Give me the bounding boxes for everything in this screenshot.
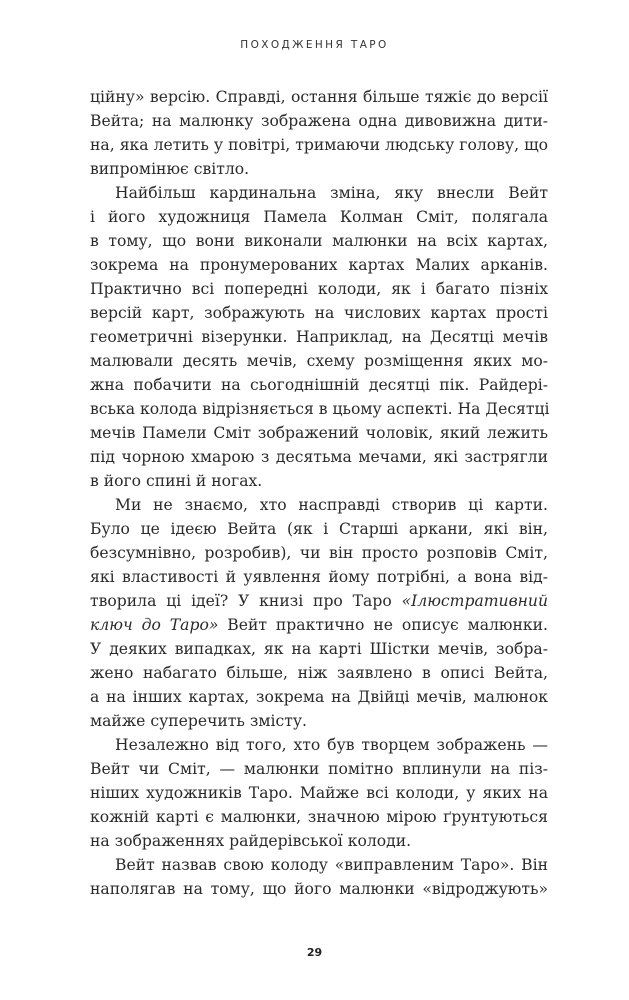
line-text: на зображеннях райдерівської колоди. [90, 832, 412, 850]
line-text: геометричні візерунки. Наприклад, на Десятці мечів [90, 328, 548, 346]
text-line [90, 301, 548, 325]
running-header: ПОХОДЖЕННЯ ТАРО [240, 39, 389, 51]
text-line [90, 829, 548, 853]
text-line [90, 637, 548, 661]
line-text: Було це ідеєю Вейта (як і Старші аркани, які він, [90, 520, 548, 538]
line-text: в тому, що вони виконали малюнки на всіх картах, [90, 232, 548, 250]
text-line [90, 805, 548, 829]
line-text: цiйну» версію. Справді, остання більше тяжіє до версії [90, 88, 548, 106]
line-text: Ми не знаємо, хто насправді створив ці карти. [115, 496, 548, 514]
line-text: Вейт чи Сміт, — малюнки помітно вплинули на піз- [90, 760, 548, 778]
line-text: вська колода відрізняється в цьому аспекті. На Десятці [90, 400, 550, 418]
line-text: У деяких випадках, як на карті Шістки мечів, зобра- [90, 640, 548, 658]
line-text: безсумнівно, розробив), чи він просто розповів Сміт, [90, 544, 548, 562]
text-line [90, 181, 548, 205]
text-line [90, 349, 548, 373]
line-text: Незалежно від того, хто був творцем зображень — [115, 736, 548, 754]
text-line [90, 565, 548, 589]
line-text: жено набагато більше, ніж заявлено в описі Вейта, [90, 664, 548, 682]
line-text: Практично всі попередні колоди, як і багато пізніх [90, 280, 548, 298]
text-line [90, 733, 548, 757]
text-line [90, 877, 548, 901]
text-line [90, 757, 548, 781]
text-line [90, 397, 548, 421]
text-line [90, 157, 548, 181]
line-text: а на інших картах, зокрема на Двійці мечів, малюнок [90, 688, 548, 706]
text-line [90, 205, 548, 229]
text-line [90, 661, 548, 685]
italic-title: «Ілюстративний [401, 592, 548, 610]
line-text: наполягав на тому, що його малюнки «відроджують» [90, 880, 548, 898]
line-text: в його спині й ногах. [90, 472, 263, 490]
text-line [90, 229, 548, 253]
text-line [90, 325, 548, 349]
line-text: мечів Памели Сміт зображений чоловік, який лежить [90, 424, 548, 442]
line-text: які властивості й уявлення йому потрібні, а вона від- [90, 568, 548, 586]
italic-title: ключ до Таро» [90, 616, 219, 634]
text-line [90, 853, 548, 877]
text-line [90, 709, 548, 733]
line-text: творила ці ідеї? У книзі про Таро [90, 592, 402, 610]
text-line [90, 277, 548, 301]
line-text: під чорною хмарою з десятьма мечами, які застрягли [90, 448, 548, 466]
line-text: зокрема на пронумерованих картах Малих арканів. [90, 256, 548, 274]
text-line [90, 469, 548, 493]
line-text: Вейт практично не описує малюнки. [218, 616, 548, 634]
text-line [90, 781, 548, 805]
text-line [90, 373, 548, 397]
text-line [90, 685, 548, 709]
text-line [90, 517, 548, 541]
text-line [90, 589, 548, 613]
text-line [90, 85, 548, 109]
line-text: майже суперечить змісту. [90, 712, 307, 730]
text-line [90, 445, 548, 469]
text-line [90, 253, 548, 277]
line-text: Вейт назвав свою колоду «виправленим Таро». Він [115, 856, 548, 874]
line-text: малювали десять мечів, схему розміщення яких мо- [90, 352, 548, 370]
line-text: Вейта; на малюнку зображена одна дивовижна дити- [90, 112, 548, 130]
text-line [90, 541, 548, 565]
body-text [90, 85, 548, 901]
line-text: кожній карті є малюнки, значною мірою ґрунтуються [90, 808, 548, 826]
text-line [90, 493, 548, 517]
line-text: і його художниця Памела Колман Сміт, полягала [90, 208, 548, 226]
line-text: випромінює світло. [90, 160, 250, 178]
line-text: ніших художників Таро. Майже всі колоди, у яких на [90, 784, 548, 802]
line-text: жна побачити на сьогоднішній десятці пік. Райдері- [90, 376, 548, 394]
line-text: Найбільш кардинальна зміна, яку внесли Вейт [115, 184, 548, 202]
text-line [90, 109, 548, 133]
text-line [90, 133, 548, 157]
page-number: 29 [306, 946, 323, 959]
line-text: на, яка летить у повітрі, тримаючи людську голову, що [90, 136, 548, 154]
text-line [90, 613, 548, 637]
line-text: версій карт, зображують на числових картах прості [90, 304, 548, 322]
text-line [90, 421, 548, 445]
